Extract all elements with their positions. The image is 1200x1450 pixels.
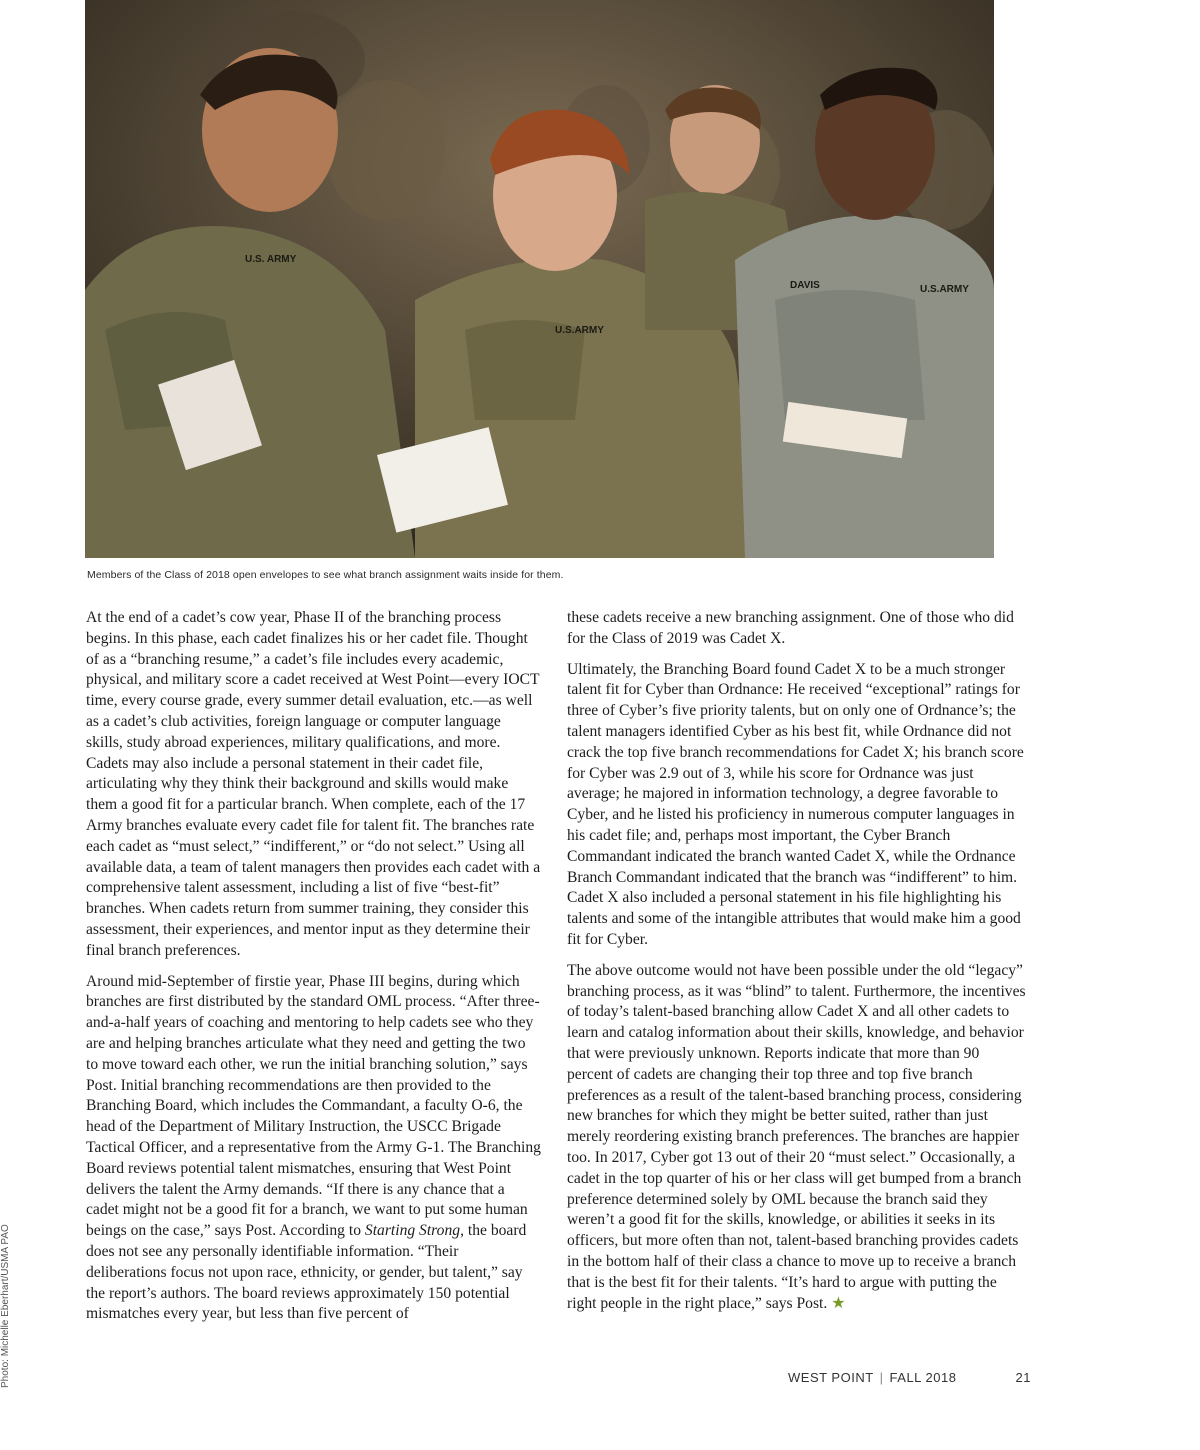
paragraph: Ultimately, the Branching Board found Cadet X to be a much stronger talent fit for Cyber than Ordnance: He received “exceptional” ratings for three of Cyber’s five priority talents, but on only one of Ordnance’s; the talent managers identified Cyber as his best fit, while Ordnance did not crack the top five branch recommendations for Cadet X; his branch score for Cyber was 2.9 out of 3, while his score for Ordnance was just average; he majored in information technology, a degree favorable to Cyber, and he listed his proficiency in numerous computer languages in his cadet file; and, perhaps most important, the Cyber Branch Commandant indicated the branch wanted Cadet X, while the Ordnance Branch Commandant indicated that the branch was “indifferent” to him. Cadet X also included a personal statement in his file highlighting his talents and some of the intangible attributes that would make him a good fit for Cyber. [567,660,1024,948]
name-tape-2: U.S.ARMY [555,325,604,336]
paragraph [86,972,541,1326]
paragraph: At the end of a cadet’s cow year, Phase II of the branching process begins. In this phase, each cadet finalizes his or her cadet file. Thought of as a “branching resume,” a cadet’s file includes every academic, physical, and military score a cadet received at West Point—every IOCT time, every course grade, every summer detail evaluation, etc.—as well as a cadet’s club activities, foreign language or computer language skills, study abroad experiences, military qualifications, and more. Cadets may also include a personal statement in their cadet file, articulating why they think their background and skills would make them a good fit for a particular branch. When complete, each of the 17 Army branches evaluate every cadet file for talent fit. The branches rate each cadet as “must select,” “indifferent,” or “do not select.” Using all available data, a team of talent managers then provides each cadet with a comprehensive talent assessment, including a list of five “best-fit” branches. When cadets return from summer training, they consider this assessment, their experiences, and mentor input as they determine their final branch preferences. [86,609,541,959]
photo-image [85,0,994,558]
name-tape-3: DAVIS [790,280,820,291]
left-column [86,608,541,1335]
name-tape-4: U.S.ARMY [920,284,969,295]
right-column [567,608,1029,1324]
page-number: 21 [1015,1370,1031,1385]
photo-caption: Members of the Class of 2018 open envelopes to see what branch assignment waits inside for them. [87,569,564,581]
paragraph-text: Around mid-September of firstie year, Phase III begins, during which branches are first distributed by the standard OML process. “After three-and-a-half years of coaching and mentoring to help cadets see who they are and helping branches articulate what they need and getting the two to move toward each other, we run the initial branching solution,” says Post. Initial branching recommendations are then provided to the Branching Board, which includes the Commandant, a faculty O-6, the head of the Department of Military Instruction, the USCC Brigade Tactical Officer, and a representative from the Army G-1. The Branching Board reviews potential talent mismatches, ensuring that West Point delivers the talent the Army demands. “If there is any chance that a cadet might not be a good fit for a branch, we want to put some human beings on the case,” says Post. According to [86,972,541,1240]
publication-name: WEST POINT [788,1370,874,1385]
end-star-icon: ★ [831,1294,846,1312]
footer-separator: | [879,1370,884,1385]
photo-credit: Photo: Michelle Eberhart/USMA PAO [0,1224,11,1388]
paragraph [567,961,1029,1315]
name-tape-1: U.S. ARMY [245,254,297,265]
page-footer [788,1370,1048,1390]
paragraph: these cadets receive a new branching assignment. One of those who did for the Class of 2019 was Cadet X. [567,609,1014,647]
issue-label: FALL 2018 [889,1370,957,1385]
cadets-photo [85,0,994,558]
paragraph-text: The above outcome would not have been possible under the old “legacy” branching process, as it was “blind” to talent. Furthermore, the incentives of today’s talent-based branching allow Cadet X and all other cadets to learn and catalog information about their skills, knowledge, and behavior that were previously unknown. Reports indicate that more than 90 percent of cadets are changing their top three and top five branch preferences as a result of the talent-based branching process, considering new branches for which they might be better suited, rather than just merely reordering existing branch preferences. The branches are happier too. In 2017, Cyber got 13 out of their 20 “must select.” Occasionally, a cadet in the top quarter of his or her class will get bumped from a branch preference determined solely by OML because the branch said they weren’t a good fit for the skills, knowledge, or abilities it seeks in its officers, but more often than not, talent-based branching provides cadets in the bottom half of their class a chance to move up to receive a branch that is the best fit for their talents. “It’s hard to argue with putting the right people in the right place,” says Post. [567,961,1026,1312]
report-title: Starting Strong [364,1222,461,1240]
paragraph-text: , the board does not see any personally identifiable information. “Their deliberations focus not upon race, ethnicity, or gender, but talent,” say the report’s authors. The board reviews approximately 150 potential mismatches every year, but less than five percent of [86,1222,527,1323]
